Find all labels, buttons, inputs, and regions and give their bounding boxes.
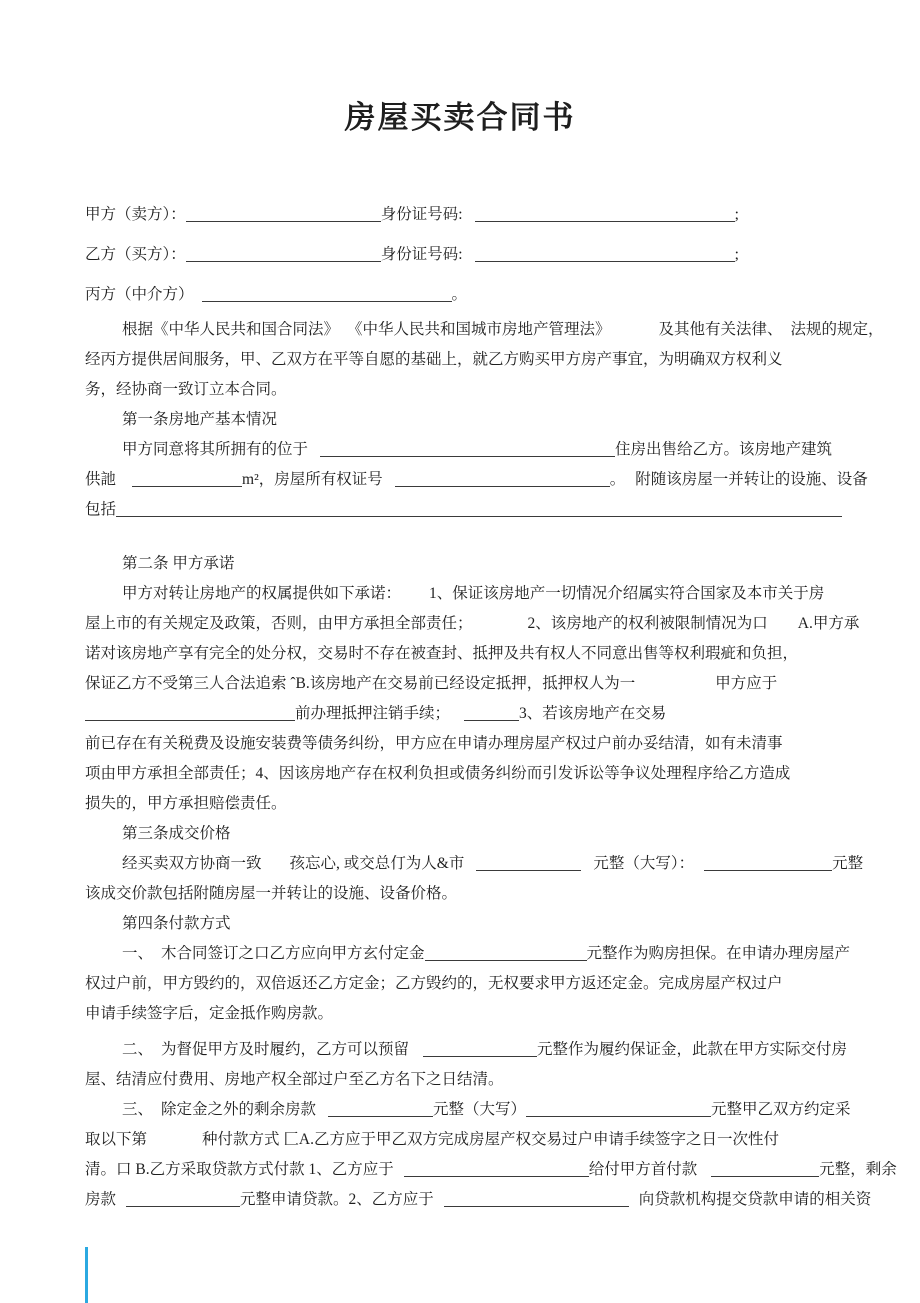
text-run: 前已存在有关税费及设施安装费等债务纠纷，甲方应在申请办理房屋产权过户前办妥结清，如有未清事	[85, 735, 783, 752]
spacer	[581, 867, 593, 868]
text-run: 元整作为购房担保。在申请办理房屋产	[586, 945, 851, 962]
spacer	[629, 1203, 639, 1204]
spacer	[339, 333, 347, 334]
contract-line	[85, 495, 880, 525]
spacer	[316, 1113, 328, 1114]
spacer	[697, 1173, 711, 1174]
spacer	[308, 453, 320, 454]
blank-field	[320, 441, 615, 457]
text-run: 附随该房屋一并转让的设施、设备	[635, 471, 868, 488]
spacer	[153, 957, 161, 958]
text-run: 屋、结清应付费用、房地产权全部过户至乙方名下之日结清。	[85, 1071, 504, 1088]
spacer	[401, 597, 429, 598]
document-title: 房屋买卖合同书	[344, 100, 576, 135]
blank-field	[464, 705, 519, 721]
spacer	[434, 1203, 444, 1204]
spacer	[464, 867, 476, 868]
blank-field	[202, 286, 452, 302]
spacer	[409, 1053, 423, 1054]
text-run: 为督促甲方及时履约，乙方可以预留	[161, 1041, 410, 1058]
text-run: 元整申请贷款。2、乙方应于	[240, 1191, 434, 1208]
text-run: 住房出售给乙方。该房地产建筑	[615, 441, 833, 458]
text-run: 包括	[85, 501, 117, 518]
text-run: 项由甲方承担全部责任；4、因该房地产存在权利负担或债务纠纷而引发诉讼等争议处理程序给乙方造成	[85, 765, 791, 782]
contract-line	[85, 315, 884, 345]
contract-line	[85, 235, 880, 275]
blank-field	[186, 206, 381, 222]
text-run: A.甲方承	[797, 615, 860, 632]
spacer	[394, 1173, 404, 1174]
contract-line	[85, 909, 880, 939]
contract-line	[85, 375, 880, 405]
text-run: 二、	[122, 1041, 154, 1058]
contract-line	[85, 609, 880, 639]
text-run: 该成交价款包括附随房屋一并转让的设施、设备价格。	[85, 885, 458, 902]
contract-line	[85, 579, 880, 609]
blank-field	[132, 471, 242, 487]
text-run: 经买卖双方协商一致	[122, 855, 262, 872]
text-run: 第二条 甲方承诺	[122, 555, 235, 572]
text-run: 给付甲方首付款	[588, 1161, 698, 1178]
text-run: 种付款方式 匚A.乙方应于甲乙双方完成房屋产权交易过户申请手续签字之日一次性付	[202, 1131, 779, 1148]
text-run: 三、	[122, 1101, 154, 1118]
text-run: 清。口 B.乙方采取贷款方式付款 1、乙方应于	[85, 1161, 394, 1178]
text-run: 一、	[122, 945, 154, 962]
spacer	[768, 627, 798, 628]
blank-field	[328, 1101, 433, 1117]
text-run: 元整	[832, 855, 864, 872]
blank-field	[126, 1191, 240, 1207]
text-run: 向贷款机构提交贷款申请的相关资	[638, 1191, 872, 1208]
spacer	[783, 333, 791, 334]
spacer	[383, 483, 395, 484]
contract-line	[85, 345, 880, 375]
text-run: 诺对该房地产享有完全的处分权，交易时不存在被查封、抵押及共有权人不同意出售等权利瑕疵和负担，	[85, 645, 799, 662]
spacer	[194, 298, 202, 299]
spacer	[262, 867, 290, 868]
contract-line	[85, 405, 880, 435]
text-run: 2、该房地产的权利被限制情况为口	[527, 615, 768, 632]
text-run: 3、若该房地产在交易	[519, 705, 667, 722]
spacer	[611, 333, 659, 334]
spacer	[153, 1113, 161, 1114]
contract-line	[85, 879, 880, 909]
contract-line	[85, 1095, 880, 1125]
text-run: 务，经协商一致订立本合同。	[85, 381, 287, 398]
spacer	[635, 687, 715, 688]
contract-line	[85, 1185, 880, 1215]
blank-field	[711, 1161, 819, 1177]
contract-line	[85, 969, 880, 999]
text-run: 。	[451, 286, 468, 303]
contract-line	[85, 1155, 897, 1185]
spacer	[694, 867, 704, 868]
contract-line	[85, 729, 880, 759]
blank-field	[704, 855, 832, 871]
text-run: 第一条房地产基本情况	[122, 411, 278, 428]
blank-field	[395, 471, 610, 487]
text-run: 元整作为履约保证金，此款在甲方实际交付房	[537, 1041, 848, 1058]
contract-line	[85, 699, 880, 729]
contract-line	[85, 1035, 880, 1065]
text-run: 取以下第	[85, 1131, 148, 1148]
text-run: 除定金之外的剩余房款	[161, 1101, 317, 1118]
text-run: 法规的规定，	[790, 321, 884, 338]
contract-line	[85, 275, 880, 315]
spacer	[116, 1203, 126, 1204]
blank-field	[423, 1041, 537, 1057]
spacer	[450, 717, 464, 718]
blank-field	[116, 501, 842, 517]
text-run: ;	[734, 206, 739, 223]
contract-line	[85, 759, 880, 789]
spacer	[153, 1053, 161, 1054]
text-run: 保证乙方不受第三人合法追索 ˆB.该房地产在交易前已经设定抵押，抵押权人为一	[85, 675, 636, 692]
contract-line	[85, 939, 880, 969]
text-run: 元整，剩余	[819, 1161, 897, 1178]
text-run: 孩忘心, 或交总仃为人&市	[289, 855, 465, 872]
text-run: 身份证号码:	[380, 246, 463, 263]
contract-line	[85, 195, 880, 235]
blank-field	[444, 1191, 629, 1207]
text-run: 第三条成交价格	[122, 825, 231, 842]
text-run: 申请手续签字后，定金抵作购房款。	[85, 1005, 334, 1022]
spacer	[116, 483, 132, 484]
text-run: 第四条付款方式	[122, 915, 231, 932]
contract-line	[85, 549, 880, 579]
spacer	[147, 1143, 202, 1144]
text-run: 。	[609, 471, 626, 488]
contract-line	[85, 999, 880, 1029]
text-run: 供訑	[85, 471, 117, 488]
text-run: 甲方应于	[715, 675, 778, 692]
blank-field	[404, 1161, 589, 1177]
contract-line	[85, 435, 880, 465]
blank-field	[475, 246, 735, 262]
contract-line	[85, 1125, 880, 1155]
text-run: 元整甲乙双方约定采	[711, 1101, 851, 1118]
text-run: ;	[734, 246, 739, 263]
text-run: 根据《中华人民共和国合同法》	[122, 321, 340, 338]
text-run: 屋上市的有关规定及政策，否则，由甲方承担全部责任；	[85, 615, 473, 632]
text-run: 前办理抵押注销手续；	[295, 705, 451, 722]
text-run: 《中华人民共和国城市房地产管理法》	[347, 321, 611, 338]
spacer	[463, 258, 475, 259]
blank-field	[526, 1101, 711, 1117]
contract-line	[85, 789, 880, 819]
text-run: 元整（大写）	[433, 1101, 527, 1118]
text-run: 及其他有关法律、	[658, 321, 783, 338]
text-run: 权过户前，甲方毁约的，双倍返还乙方定金；乙方毁约的，无权要求甲方返还定金。完成房屋产权过户	[85, 975, 783, 992]
blank-field	[85, 705, 295, 721]
text-run: 甲方对转让房地产的权属提供如下承诺：	[122, 585, 402, 602]
blank-field	[476, 855, 581, 871]
text-run: 乙方（买方）：	[85, 246, 186, 263]
contract-line	[85, 819, 880, 849]
blank-field	[186, 246, 381, 262]
contract-line	[85, 669, 880, 699]
text-run: m²，房屋所有权证号	[242, 471, 383, 488]
text-run: 身份证号码:	[380, 206, 463, 223]
contract-line	[85, 639, 880, 669]
blank-field	[425, 945, 587, 961]
contract-line	[85, 1065, 880, 1095]
text-run: 木合同签订之口乙方应向甲方玄付定金	[161, 945, 425, 962]
text-run: 甲方同意将其所拥有的位于	[122, 441, 309, 458]
contract-body	[0, 195, 920, 1215]
spacer	[473, 627, 528, 628]
text-run: 房款	[85, 1191, 117, 1208]
spacer	[463, 218, 475, 219]
text-run: 元整（大写）：	[593, 855, 695, 872]
text-run: 损失的，甲方承担赔偿责任。	[85, 795, 287, 812]
text-run: 丙方（中介方）	[85, 286, 194, 303]
blank-field	[475, 206, 735, 222]
text-run: 1、保证该房地产一切情况介绍属实符合国家及本市关于房	[429, 585, 825, 602]
text-run: 甲方（卖方）：	[85, 206, 186, 223]
contract-line	[85, 849, 880, 879]
contract-line	[85, 465, 880, 495]
blue-pen-mark	[85, 1247, 88, 1303]
text-run: 经丙方提供居间服务，甲、乙双方在平等自愿的基础上，就乙方购买甲方房产事宜，为明确双方权利义	[85, 351, 783, 368]
spacer	[625, 483, 635, 484]
